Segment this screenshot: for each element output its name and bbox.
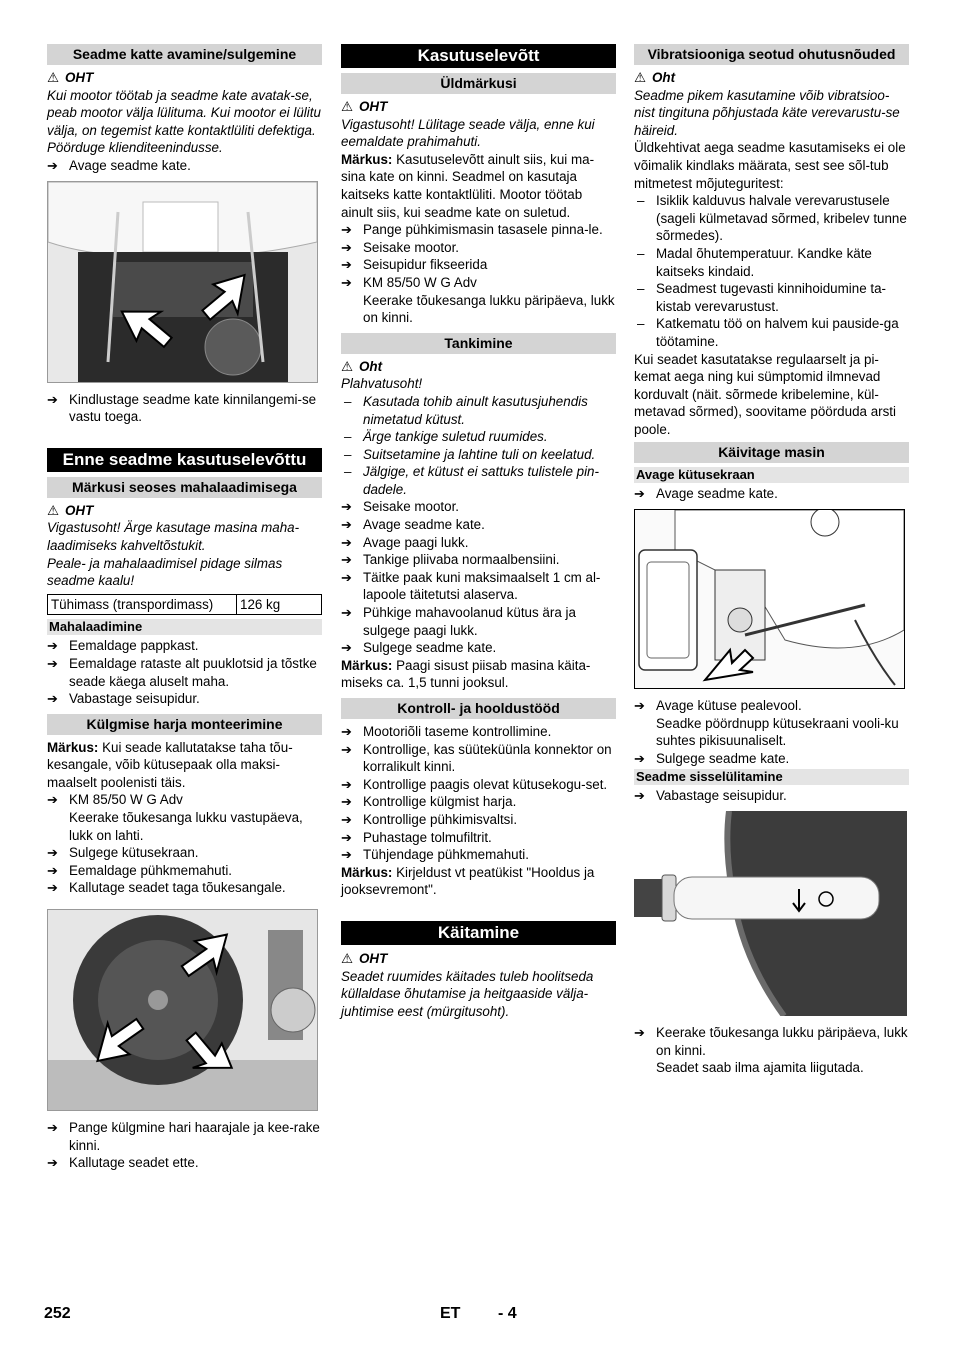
section-title-unloading-notes: Märkusi seoses mahalaadimisega: [47, 477, 322, 498]
warning-heading: ⚠ OHT: [341, 950, 388, 966]
warning-icon: ⚠: [47, 70, 60, 85]
step: ➔ Kontrollige, kas süüteküünla konnektor on korralikult kinni.: [341, 741, 616, 776]
step: ➔ Kontrollige pühkimisvaltsi.: [341, 811, 616, 829]
note: Märkus: Kui seade kallutatakse taha tõu-kesangale, võib kütusepaak olla maksi-maalselt poolenisti täis.: [47, 739, 293, 790]
column-2: [341, 44, 616, 1020]
chapter-title-commissioning: Kasutuselevõtt: [341, 44, 616, 68]
warning-text: Seadet ruumides käitades tuleb hoolitseda küllaldase õhutamise ja heitgaaside välja-juhtimise eest (mürgitusoht).: [341, 968, 594, 1019]
step: ➔ Sulgege seadme kate.: [634, 750, 909, 768]
step-detail: Seadke pöördnupp kütusekraani vooli-ku suhtes pikisuunaliselt.: [656, 715, 899, 749]
warning-heading: ⚠ Oht: [341, 358, 383, 374]
step: ➔ Keerake tõukesanga lukku päripäeva, lukk on kinni.: [634, 1024, 909, 1059]
step: ➔ Kontrollige külgmist harja.: [341, 793, 616, 811]
step-detail: Keerake tõukesanga lukku päripäeva, lukk on kinni.: [363, 292, 615, 326]
side-brush-icon: [48, 910, 317, 1110]
step: ➔ Seisake mootor.: [341, 239, 616, 257]
paragraph: Kui seadet kasutatakse regulaarselt ja pi-kemat aega ning kui sümptomid ilmnevad korduvalt (näit. sõrmede kribelemine, kül-metavad sõrmed), soovitame pöörduda arsti poole.: [634, 351, 896, 437]
note: Märkus: Paagi sisust piisab masina käita-miseks ca. 1,5 tunni jooksul.: [341, 657, 591, 691]
step: ➔ Puhastage tolmufiltrit.: [341, 829, 616, 847]
warning-heading: ⚠ OHT: [341, 99, 388, 114]
subsection-title-open-fuel-tap: Avage kütusekraan: [634, 467, 909, 483]
step: ➔ Pange külgmine hari haarajale ja kee-rake kinni.: [47, 1119, 322, 1154]
note: Märkus: Kasutuselevõtt ainult siis, kui ma-sina kate on kinni. Seadmel on kasutaja kaitseks katte kontaktlüliti. Mootor töötab ainult siis, kui seadme kate on suletud.: [341, 151, 595, 220]
step: ➔ Pange pühkimismasin tasasele pinna-le.: [341, 221, 616, 239]
list-item: – Madal õhutemperatuur. Kandke käte kaitseks kindaid.: [634, 245, 909, 280]
step: ➔ KM 85/50 W G Adv: [47, 791, 322, 809]
table-label: Tühimass (transpordimass): [48, 594, 237, 615]
step: ➔ Mootoriõli taseme kontrollimine.: [341, 723, 616, 741]
warning-text: Vigastusoht! Ärge kasutage masina maha-laadimiseks kahveltõstukit.: [47, 520, 300, 553]
step-detail: Keerake tõukesanga lukku vastupäeva, lukk on lahti.: [69, 810, 303, 843]
warning-icon: ⚠: [634, 70, 647, 85]
section-title-side-brush: Külgmise harja monteerimine: [47, 714, 322, 735]
note: Märkus: Kirjeldust vt peatükist "Hooldus ja jooksevremont".: [341, 864, 595, 898]
chapter-title-before-use: Enne seadme kasutuselevõttu: [47, 448, 322, 472]
warning-icon: ⚠: [341, 950, 354, 966]
section-title-vibration-safety: Vibratsiooniga seotud ohutusnõuded: [634, 44, 909, 65]
side-brush-image: [47, 909, 318, 1111]
subsection-title-unloading: Mahalaadimine: [47, 619, 322, 635]
section-title-checks-maintenance: Kontroll- ja hooldustööd: [341, 698, 616, 719]
warning-text: Plahvatusoht!: [341, 376, 423, 392]
step: ➔ Seisupidur fikseerida: [341, 256, 616, 274]
hood-open-image: [47, 181, 318, 383]
language-code: ET: [440, 1305, 461, 1322]
list-item: – Seadmest tugevasti kinnihoidumine ta-kistab verevarustust.: [634, 280, 909, 315]
push-handle-image: [634, 811, 907, 1016]
step: ➔ Tankige pliivaba normaalbensiini.: [341, 551, 616, 569]
step: ➔ Eemaldage pühkmemahuti.: [47, 862, 322, 880]
step: ➔ Vabastage seisupidur.: [634, 787, 909, 805]
warning-item: – Ärge tankige suletud ruumides.: [341, 428, 616, 446]
step: ➔ Sulgege seadme kate.: [341, 639, 616, 657]
step: ➔ Eemaldage rataste alt puuklotsid ja tõstke seade käega aluselt maha.: [47, 655, 322, 690]
warning-icon: ⚠: [341, 99, 354, 114]
sub-page-number: - 4: [498, 1305, 517, 1322]
page-number: 252: [44, 1305, 71, 1322]
step: ➔ Tühjendage pühkmemahuti.: [341, 846, 616, 864]
step: ➔ Avage seadme kate.: [341, 516, 616, 534]
step: ➔ Vabastage seisupidur.: [47, 690, 322, 708]
subsection-title-switch-on: Seadme sisselülitamine: [634, 769, 909, 785]
table-value: 126 kg: [237, 594, 322, 615]
table-row: [48, 594, 322, 615]
weight-table: [47, 594, 322, 616]
step: ➔ Täitke paak kuni maksimaalselt 1 cm al-lapoole täitetutsi alaserva.: [341, 569, 616, 604]
step: ➔ Avage seadme kate.: [47, 157, 322, 175]
warning-heading: ⚠ OHT: [47, 70, 94, 85]
list-item: – Katkematu töö on halvem kui pauside-ga töötamine.: [634, 315, 909, 350]
column-1: [47, 44, 322, 1172]
warning-item: – Jälgige, et kütust ei sattuks tulistele pin-dadele.: [341, 463, 616, 498]
push-handle-lock-icon: [634, 811, 907, 1016]
warning-icon: ⚠: [47, 502, 60, 518]
hood-open-icon: [48, 182, 317, 382]
step: ➔ Avage paagi lukk.: [341, 534, 616, 552]
section-title-general-notes: Üldmärkusi: [341, 73, 616, 94]
warning-item: – Suitsetamine ja lahtine tuli on keelatud.: [341, 446, 616, 464]
warning-item: – Kasutada tohib ainult kasutusjuhendis nimetatud kütust.: [341, 393, 616, 428]
fuel-tap-icon: [635, 510, 904, 688]
section-title-refueling: Tankimine: [341, 333, 616, 354]
step: ➔ Kallutage seadet ette.: [47, 1154, 322, 1172]
list-item: – Isiklik kalduvus halvale verevarustusele (sageli külmetavad sõrmed, kribelev tunne sõrmedes).: [634, 192, 909, 245]
chapter-title-operation: Käitamine: [341, 921, 616, 945]
step-detail: Seadet saab ilma ajamita liigutada.: [656, 1060, 864, 1076]
section-title-start-machine: Käivitage masin: [634, 442, 909, 463]
warning-icon: ⚠: [341, 358, 354, 374]
column-3: [634, 44, 909, 1077]
step: ➔ Seisake mootor.: [341, 498, 616, 516]
step: ➔ Avage kütuse pealevool.: [634, 697, 909, 715]
step: ➔ Pühkige mahavoolanud kütus ära ja sulgege paagi lukk.: [341, 604, 616, 639]
fuel-tap-image: [634, 509, 905, 689]
step: ➔ Sulgege kütusekraan.: [47, 844, 322, 862]
paragraph: Üldkehtivat aega seadme kasutamiseks ei ole võimalik kindlaks määrata, sest see sõl-tub mitmetest mõjuteguritest:: [634, 140, 906, 191]
step: ➔ Kindlustage seadme kate kinnilangemi-se vastu toega.: [47, 391, 322, 426]
step: ➔ Kontrollige paagis olevat kütusekogu-set.: [341, 776, 616, 794]
step: ➔ KM 85/50 W G Adv: [341, 274, 616, 292]
warning-text: Seadme pikem kasutamine võib vibratsioo-nist tingituna põhjustada käte verevarustu-se häireid.: [634, 87, 900, 138]
warning-heading: ⚠ Oht: [634, 70, 676, 85]
step: ➔ Kallutage seadet taga tõukesangale.: [47, 879, 322, 897]
step: ➔ Eemaldage pappkast.: [47, 637, 322, 655]
warning-text: Peale- ja mahalaadimisel pidage silmas seadme kaalu!: [47, 555, 283, 589]
warning-text: Kui mootor töötab ja seadme kate avatak-se, peab mootor välja lülituma. Kui mootor ei lülitu välja, on tegemist katte kontaktlüliti defektiga. Pöörduge klienditeenindusse.: [47, 87, 321, 156]
section-title-hood: Seadme katte avamine/sulgemine: [47, 44, 322, 65]
warning-text: Vigastusoht! Lülitage seade välja, enne kui eemaldate prahimahuti.: [341, 116, 595, 150]
warning-heading: ⚠ OHT: [47, 502, 94, 518]
step: ➔ Avage seadme kate.: [634, 485, 909, 503]
